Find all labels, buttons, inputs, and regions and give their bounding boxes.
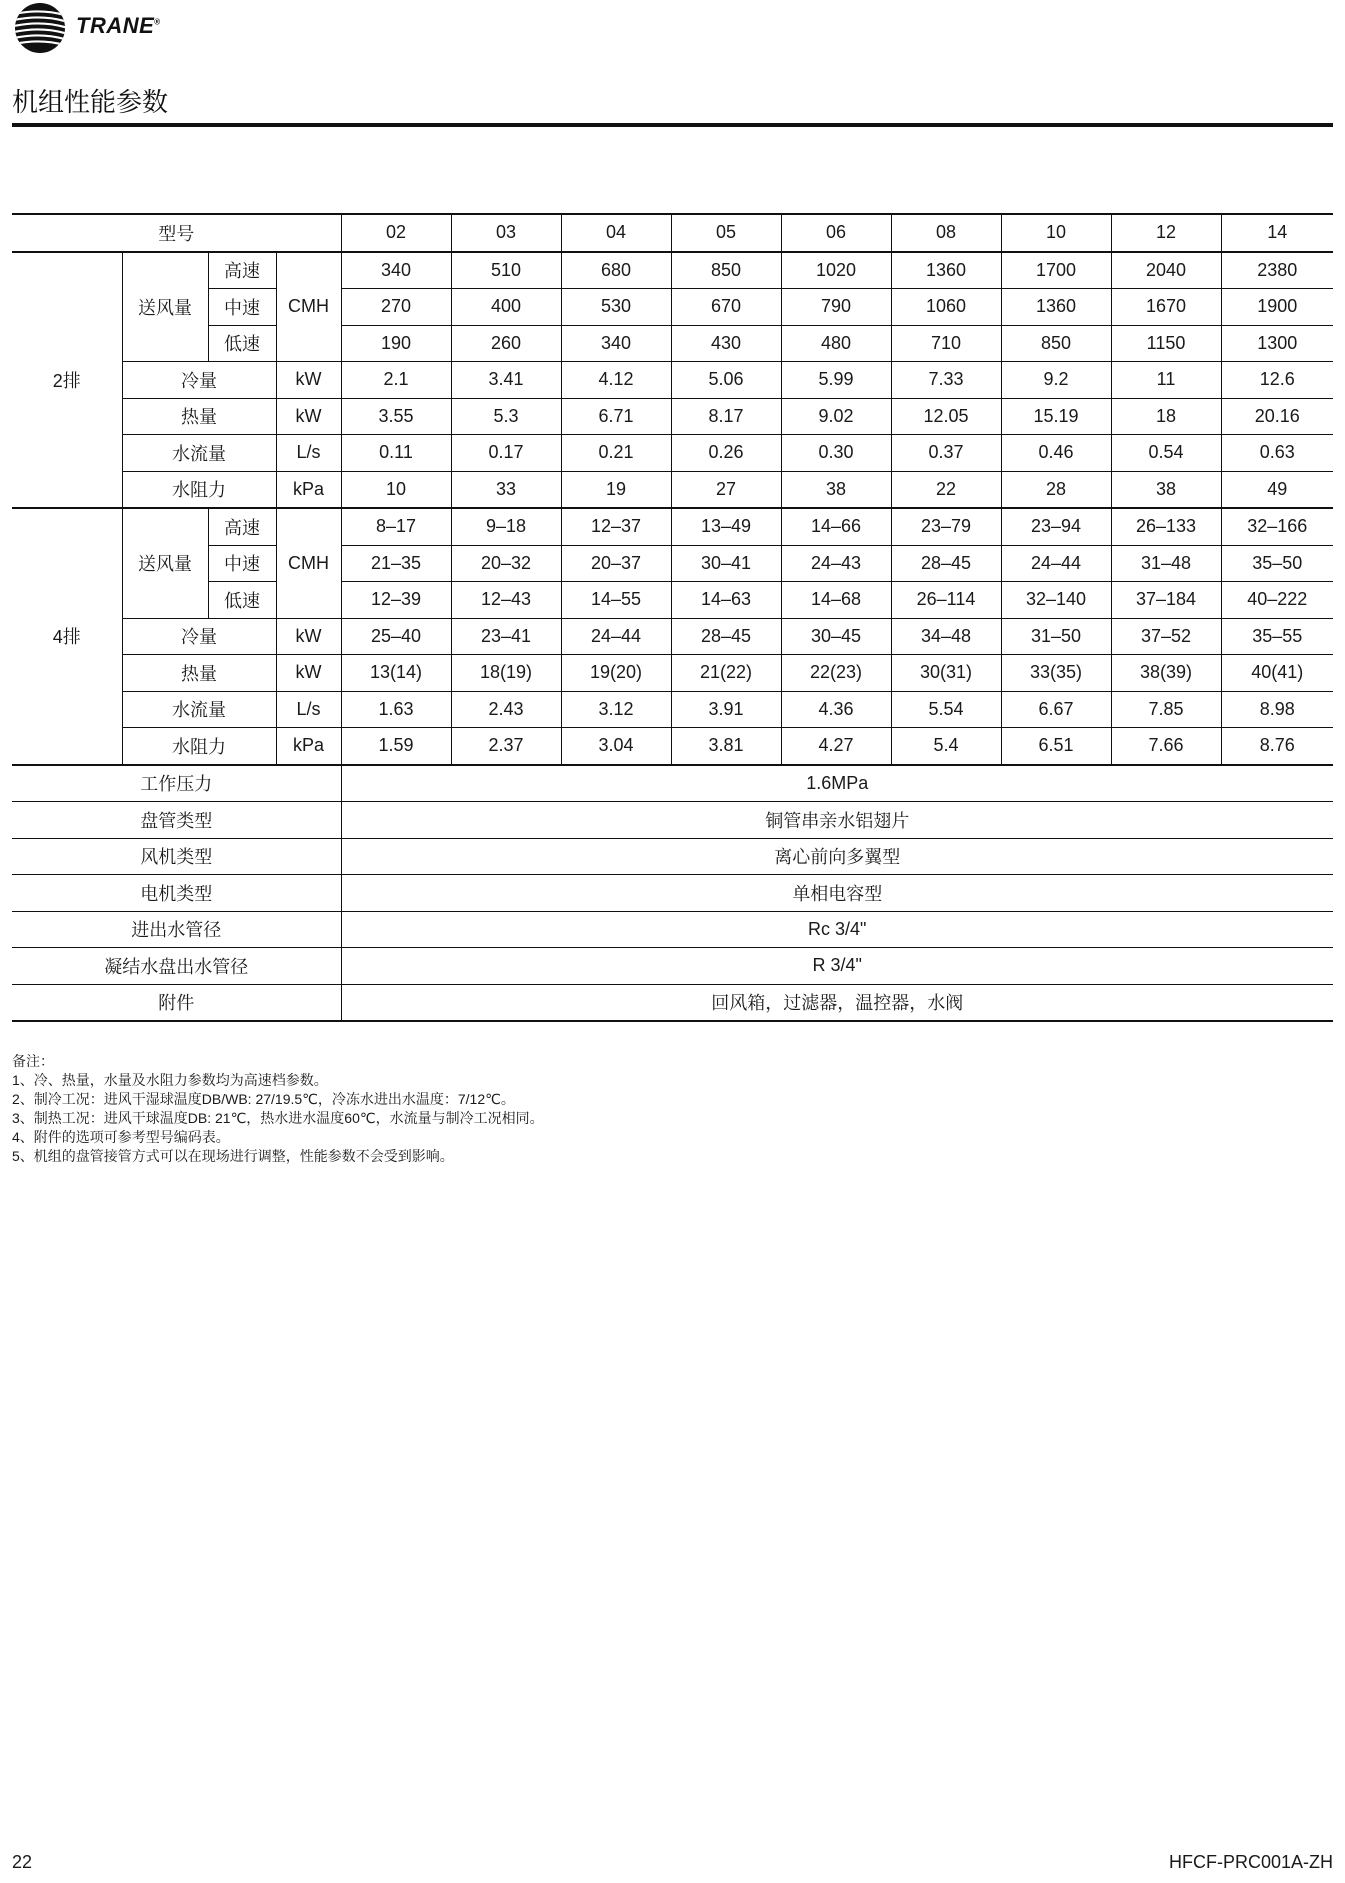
- table-row: [12, 582, 1333, 619]
- table-header-row: [12, 214, 1333, 252]
- table-row: [12, 691, 1333, 728]
- value-cell: 32–140: [1001, 582, 1111, 619]
- value-cell: 14–55: [561, 582, 671, 619]
- performance-table: [12, 213, 1333, 1022]
- value-cell: 190: [341, 325, 451, 362]
- value-cell: 270: [341, 289, 451, 326]
- value-cell: 12.05: [891, 398, 1001, 435]
- spec-label: 工作压力: [12, 765, 341, 802]
- page-title: 机组性能参数: [12, 87, 169, 117]
- value-cell: 480: [781, 325, 891, 362]
- model-header-cell: 06: [781, 214, 891, 252]
- row-group-label: 2排: [12, 252, 122, 509]
- value-cell: 3.55: [341, 398, 451, 435]
- note-item: 3、制热工况：进风干球温度DB: 21℃，热水进水温度60℃，水流量与制冷工况相同。: [12, 1110, 544, 1126]
- unit-cell: L/s: [276, 691, 341, 728]
- value-cell: 3.91: [671, 691, 781, 728]
- value-cell: 33(35): [1001, 655, 1111, 692]
- value-cell: 18(19): [451, 655, 561, 692]
- value-cell: 5.54: [891, 691, 1001, 728]
- value-cell: 0.63: [1221, 435, 1333, 472]
- value-cell: 37–184: [1111, 582, 1221, 619]
- value-cell: 0.21: [561, 435, 671, 472]
- value-cell: 3.12: [561, 691, 671, 728]
- table-row: [12, 911, 1333, 948]
- value-cell: 27: [671, 471, 781, 508]
- value-cell: 8.98: [1221, 691, 1333, 728]
- value-cell: 790: [781, 289, 891, 326]
- spec-value: 单相电容型: [341, 875, 1333, 912]
- value-cell: 11: [1111, 362, 1221, 399]
- value-cell: 13–49: [671, 508, 781, 545]
- value-cell: 9.02: [781, 398, 891, 435]
- table-row: [12, 362, 1333, 399]
- model-header-cell: 03: [451, 214, 561, 252]
- spec-value: 1.6MPa: [341, 765, 1333, 802]
- brand-name: TRANE®: [76, 13, 161, 38]
- value-cell: 1150: [1111, 325, 1221, 362]
- value-cell: 0.26: [671, 435, 781, 472]
- value-cell: 5.3: [451, 398, 561, 435]
- speed-label: 高速: [208, 508, 276, 545]
- param-label: 冷量: [122, 362, 276, 399]
- value-cell: 6.51: [1001, 728, 1111, 765]
- value-cell: 7.66: [1111, 728, 1221, 765]
- unit-cell: kW: [276, 655, 341, 692]
- value-cell: 2380: [1221, 252, 1333, 289]
- spec-value: 回风箱，过滤器，温控器，水阀: [341, 984, 1333, 1021]
- value-cell: 7.33: [891, 362, 1001, 399]
- value-cell: 7.85: [1111, 691, 1221, 728]
- value-cell: 28–45: [671, 618, 781, 655]
- value-cell: 1.63: [341, 691, 451, 728]
- value-cell: 1360: [1001, 289, 1111, 326]
- value-cell: 21–35: [341, 545, 451, 582]
- trane-logo: [12, 0, 182, 56]
- spec-value: 铜管串亲水铝翅片: [341, 802, 1333, 839]
- value-cell: 14–68: [781, 582, 891, 619]
- table-row: [12, 838, 1333, 875]
- table-row: [12, 875, 1333, 912]
- value-cell: 2.1: [341, 362, 451, 399]
- value-cell: 5.4: [891, 728, 1001, 765]
- value-cell: 25–40: [341, 618, 451, 655]
- value-cell: 680: [561, 252, 671, 289]
- value-cell: 4.27: [781, 728, 891, 765]
- value-cell: 24–44: [561, 618, 671, 655]
- value-cell: 340: [561, 325, 671, 362]
- speed-label: 高速: [208, 252, 276, 289]
- table-row: [12, 984, 1333, 1021]
- model-header-cell: 02: [341, 214, 451, 252]
- unit-cell: kW: [276, 398, 341, 435]
- value-cell: 10: [341, 471, 451, 508]
- value-cell: 3.81: [671, 728, 781, 765]
- value-cell: 19: [561, 471, 671, 508]
- value-cell: 3.41: [451, 362, 561, 399]
- value-cell: 21(22): [671, 655, 781, 692]
- trane-globe-icon: [12, 0, 68, 56]
- value-cell: 1700: [1001, 252, 1111, 289]
- value-cell: 24–43: [781, 545, 891, 582]
- value-cell: 2.43: [451, 691, 561, 728]
- value-cell: 0.54: [1111, 435, 1221, 472]
- value-cell: 13(14): [341, 655, 451, 692]
- table-row: [12, 545, 1333, 582]
- value-cell: 4.12: [561, 362, 671, 399]
- param-label: 热量: [122, 398, 276, 435]
- value-cell: 1300: [1221, 325, 1333, 362]
- value-cell: 23–94: [1001, 508, 1111, 545]
- value-cell: 1900: [1221, 289, 1333, 326]
- note-item: 5、机组的盘管接管方式可以在现场进行调整，性能参数不会受到影响。: [12, 1148, 454, 1164]
- table-row: [12, 948, 1333, 985]
- model-header-cell: 08: [891, 214, 1001, 252]
- value-cell: 14–66: [781, 508, 891, 545]
- value-cell: 26–133: [1111, 508, 1221, 545]
- speed-label: 中速: [208, 289, 276, 326]
- value-cell: 28–45: [891, 545, 1001, 582]
- value-cell: 15.19: [1001, 398, 1111, 435]
- value-cell: 32–166: [1221, 508, 1333, 545]
- value-cell: 260: [451, 325, 561, 362]
- spec-value: R 3/4": [341, 948, 1333, 985]
- value-cell: 31–48: [1111, 545, 1221, 582]
- value-cell: 23–79: [891, 508, 1001, 545]
- value-cell: 5.99: [781, 362, 891, 399]
- table-row: [12, 802, 1333, 839]
- unit-cell: kPa: [276, 471, 341, 508]
- speed-label: 低速: [208, 325, 276, 362]
- model-label-cell: 型号: [12, 214, 341, 252]
- value-cell: 430: [671, 325, 781, 362]
- table-row: [12, 765, 1333, 802]
- value-cell: 20.16: [1221, 398, 1333, 435]
- value-cell: 38(39): [1111, 655, 1221, 692]
- note-item: 4、附件的选项可参考型号编码表。: [12, 1129, 230, 1145]
- value-cell: 35–55: [1221, 618, 1333, 655]
- unit-cell: kW: [276, 362, 341, 399]
- value-cell: 2.37: [451, 728, 561, 765]
- value-cell: 30(31): [891, 655, 1001, 692]
- value-cell: 23–41: [451, 618, 561, 655]
- value-cell: 26–114: [891, 582, 1001, 619]
- value-cell: 12–37: [561, 508, 671, 545]
- document-code: HFCF-PRC001A-ZH: [1168, 1852, 1333, 1872]
- value-cell: 35–50: [1221, 545, 1333, 582]
- spec-label: 附件: [12, 984, 341, 1021]
- value-cell: 38: [1111, 471, 1221, 508]
- value-cell: 8.76: [1221, 728, 1333, 765]
- value-cell: 9–18: [451, 508, 561, 545]
- value-cell: 530: [561, 289, 671, 326]
- spec-value: 离心前向多翼型: [341, 838, 1333, 875]
- unit-cell: L/s: [276, 435, 341, 472]
- value-cell: 14–63: [671, 582, 781, 619]
- spec-label: 盘管类型: [12, 802, 341, 839]
- value-cell: 37–52: [1111, 618, 1221, 655]
- speed-label: 中速: [208, 545, 276, 582]
- value-cell: 19(20): [561, 655, 671, 692]
- value-cell: 1020: [781, 252, 891, 289]
- value-cell: 40(41): [1221, 655, 1333, 692]
- value-cell: 12–43: [451, 582, 561, 619]
- title-divider: [12, 123, 1333, 127]
- value-cell: 5.06: [671, 362, 781, 399]
- notes: [12, 1052, 544, 1166]
- model-header-cell: 12: [1111, 214, 1221, 252]
- value-cell: 1360: [891, 252, 1001, 289]
- table-row: [12, 655, 1333, 692]
- unit-cell: kPa: [276, 728, 341, 765]
- unit-cell: CMH: [276, 508, 341, 618]
- value-cell: 0.46: [1001, 435, 1111, 472]
- param-label: 热量: [122, 655, 276, 692]
- table-row: [12, 728, 1333, 765]
- airflow-label: 送风量: [122, 252, 208, 362]
- value-cell: 31–50: [1001, 618, 1111, 655]
- spec-label: 风机类型: [12, 838, 341, 875]
- value-cell: 28: [1001, 471, 1111, 508]
- notes-heading: 备注：: [12, 1053, 54, 1069]
- model-header-cell: 10: [1001, 214, 1111, 252]
- value-cell: 710: [891, 325, 1001, 362]
- spec-label: 进出水管径: [12, 911, 341, 948]
- unit-cell: CMH: [276, 252, 341, 362]
- table-row: [12, 325, 1333, 362]
- value-cell: 1670: [1111, 289, 1221, 326]
- value-cell: 22: [891, 471, 1001, 508]
- table-row: [12, 289, 1333, 326]
- row-group-label: 4排: [12, 508, 122, 765]
- value-cell: 24–44: [1001, 545, 1111, 582]
- value-cell: 9.2: [1001, 362, 1111, 399]
- model-header-cell: 05: [671, 214, 781, 252]
- value-cell: 38: [781, 471, 891, 508]
- value-cell: 4.36: [781, 691, 891, 728]
- param-label: 水流量: [122, 435, 276, 472]
- spec-value: Rc 3/4": [341, 911, 1333, 948]
- value-cell: 670: [671, 289, 781, 326]
- note-item: 2、制冷工况：进风干湿球温度DB/WB: 27/19.5℃，冷冻水进出水温度：7/12℃。: [12, 1091, 515, 1107]
- value-cell: 1060: [891, 289, 1001, 326]
- value-cell: 20–37: [561, 545, 671, 582]
- table-row: [12, 252, 1333, 289]
- value-cell: 40–222: [1221, 582, 1333, 619]
- param-label: 冷量: [122, 618, 276, 655]
- table-row: [12, 398, 1333, 435]
- param-label: 水流量: [122, 691, 276, 728]
- value-cell: 3.04: [561, 728, 671, 765]
- value-cell: 8.17: [671, 398, 781, 435]
- value-cell: 22(23): [781, 655, 891, 692]
- table-row: [12, 618, 1333, 655]
- value-cell: 510: [451, 252, 561, 289]
- value-cell: 8–17: [341, 508, 451, 545]
- param-label: 水阻力: [122, 728, 276, 765]
- value-cell: 18: [1111, 398, 1221, 435]
- value-cell: 850: [1001, 325, 1111, 362]
- value-cell: 6.71: [561, 398, 671, 435]
- model-header-cell: 14: [1221, 214, 1333, 252]
- value-cell: 340: [341, 252, 451, 289]
- value-cell: 6.67: [1001, 691, 1111, 728]
- page-number: 22: [12, 1852, 33, 1872]
- model-header-cell: 04: [561, 214, 671, 252]
- param-label: 水阻力: [122, 471, 276, 508]
- value-cell: 0.37: [891, 435, 1001, 472]
- value-cell: 400: [451, 289, 561, 326]
- spec-label: 电机类型: [12, 875, 341, 912]
- value-cell: 12–39: [341, 582, 451, 619]
- value-cell: 33: [451, 471, 561, 508]
- value-cell: 0.17: [451, 435, 561, 472]
- value-cell: 850: [671, 252, 781, 289]
- value-cell: 49: [1221, 471, 1333, 508]
- table-row: [12, 435, 1333, 472]
- table-row: [12, 508, 1333, 545]
- speed-label: 低速: [208, 582, 276, 619]
- value-cell: 12.6: [1221, 362, 1333, 399]
- value-cell: 30–41: [671, 545, 781, 582]
- value-cell: 0.30: [781, 435, 891, 472]
- table-row: [12, 471, 1333, 508]
- value-cell: 34–48: [891, 618, 1001, 655]
- spec-label: 凝结水盘出水管径: [12, 948, 341, 985]
- note-item: 1、冷、热量，水量及水阻力参数均为高速档参数。: [12, 1072, 328, 1088]
- value-cell: 20–32: [451, 545, 561, 582]
- airflow-label: 送风量: [122, 508, 208, 618]
- value-cell: 30–45: [781, 618, 891, 655]
- value-cell: 1.59: [341, 728, 451, 765]
- value-cell: 2040: [1111, 252, 1221, 289]
- unit-cell: kW: [276, 618, 341, 655]
- value-cell: 0.11: [341, 435, 451, 472]
